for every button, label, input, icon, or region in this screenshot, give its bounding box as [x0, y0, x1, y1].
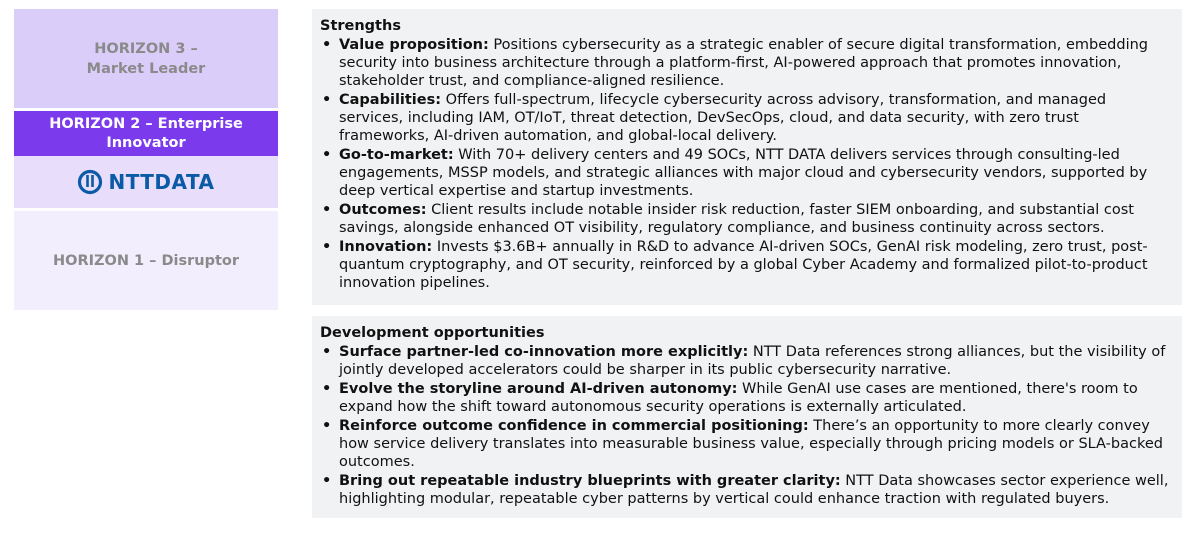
list-item	[320, 417, 1172, 471]
item-label: Go-to-market:	[339, 147, 454, 163]
item-label: Bring out repeatable industry blueprints with greater clarity:	[339, 473, 841, 489]
horizon-1-label: HORIZON 1 – Disruptor	[52, 252, 239, 269]
ntt-data-logo-row	[14, 156, 278, 208]
ntt-data-logo-text: NTTDATA	[108, 170, 215, 194]
list-item	[320, 91, 1172, 145]
list-item	[320, 380, 1172, 416]
item-label: Outcomes:	[339, 202, 427, 218]
opportunities-list	[320, 343, 1172, 508]
horizon-3-line1: HORIZON 3 –	[94, 40, 198, 57]
item-text: With 70+ delivery centers and 49 SOCs, NTT DATA delivers services through consulting-led engagements, MSSP models, and strategic alliances with major cloud and cybersecurity vendors, supported by deep vertical expertise and startup investments.	[339, 147, 1148, 199]
strengths-title: Strengths	[320, 18, 401, 34]
development-opportunities-panel	[312, 316, 1182, 518]
list-item	[320, 343, 1172, 379]
item-text: NTT Data showcases sector experience well, highlighting modular, repeatable cyber patterns by vertical could enhance traction with regulated buyers.	[339, 473, 1169, 507]
ntt-data-logo	[77, 169, 214, 195]
item-label: Innovation:	[339, 239, 433, 255]
item-text: Positions cybersecurity as a strategic enabler of secure digital transformation, embedding security into business architecture through a platform-first, AI-powered approach that promotes innovation, stakeholder trust, and compliance-aligned resilience.	[339, 37, 1148, 89]
ntt-data-logo-icon	[77, 169, 103, 195]
item-label: Surface partner-led co-innovation more explicitly:	[339, 344, 749, 360]
list-item	[320, 238, 1172, 292]
list-item	[320, 36, 1172, 90]
horizon-3-line2: Market Leader	[86, 60, 206, 77]
list-item	[320, 472, 1172, 508]
horizon-2-line1: HORIZON 2 – Enterprise	[49, 115, 243, 132]
item-label: Capabilities:	[339, 92, 442, 108]
horizon-1-box	[14, 211, 278, 310]
horizon-2-line2: Innovator	[106, 134, 186, 151]
horizon-2-box	[14, 111, 278, 156]
item-label: Value proposition:	[339, 37, 489, 53]
horizon-column	[14, 9, 278, 310]
item-label: Evolve the storyline around AI-driven autonomy:	[339, 381, 738, 397]
list-item	[320, 146, 1172, 200]
strengths-panel	[312, 9, 1182, 305]
item-text: NTT Data references strong alliances, but the visibility of jointly developed accelerators could be sharper in its public cybersecurity narrative.	[339, 344, 1166, 378]
item-text: While GenAI use cases are mentioned, there's room to expand how the shift toward autonomous security operations is externally articulated.	[339, 381, 1138, 415]
item-text: Client results include notable insider risk reduction, faster SIEM onboarding, and substantial cost savings, alongside enhanced OT visibility, regulatory compliance, and business continuity across sectors.	[339, 202, 1134, 236]
item-text: There’s an opportunity to more clearly convey how service delivery translates into measurable business value, especially through pricing models or SLA-backed outcomes.	[339, 418, 1163, 470]
horizon-3-box	[14, 9, 278, 108]
item-label: Reinforce outcome confidence in commercial positioning:	[339, 418, 809, 434]
list-item	[320, 201, 1172, 237]
item-text: Offers full-spectrum, lifecycle cybersecurity across advisory, transformation, and managed services, including IAM, OT/IoT, threat detection, DevSecOps, cloud, and data security, with zero trust frameworks, AI-driven automation, and global-local delivery.	[339, 92, 1107, 144]
item-text: Invests $3.6B+ annually in R&D to advance AI-driven SOCs, GenAI risk modeling, zero trust, post-quantum cryptography, and OT security, reinforced by a global Cyber Academy and formalized pilot-to-product innovation pipelines.	[339, 239, 1148, 291]
strengths-list	[320, 36, 1172, 292]
opportunities-title: Development opportunities	[320, 325, 545, 341]
